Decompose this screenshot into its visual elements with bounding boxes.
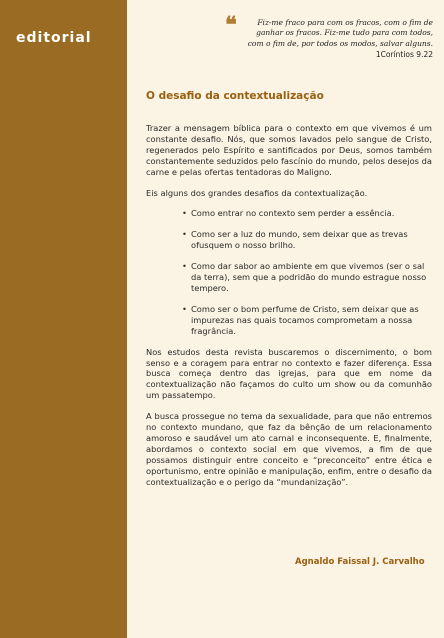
article — [146, 90, 432, 497]
challenges-list — [146, 208, 432, 336]
quote-mark-icon: ❝ — [225, 12, 237, 38]
article-title: O desafio da contextualização — [146, 90, 324, 102]
epigraph-quote: Fiz-me fraco para com os fracos, com o fim de ganhar os fracos. Fiz-me tudo para com todos, com o fim de, por todos os modos, salvar alguns. — [247, 18, 433, 48]
paragraph: Nos estudos desta revista buscaremos o discernimento, o bom senso e a coragem para entrar no contexto e fazer diferença. Essa busca começa dentro das igrejas, para que em nome da contextualização não façamos do culto um show ou da comunhão um passatempo. — [146, 346, 432, 401]
author-signature: Agnaldo Faissal J. Carvalho — [295, 557, 425, 567]
list-item: • Como entrar no contexto sem perder a essência. — [182, 208, 432, 219]
list-item: • Como dar sabor ao ambiente em que vivemos (ser o sal da terra), sem que a podridão do mundo estrague nosso tempero. — [182, 261, 432, 294]
list-item: • Como ser o bom perfume de Cristo, sem deixar que as impurezas nas quais tocamos comprometam a nossa fragrância. — [182, 304, 432, 337]
paragraph: Eis alguns dos grandes desafios da contextualização. — [146, 187, 368, 198]
paragraph: A busca prossegue no tema da sexualidade, para que não entremos no contexto mundano, que faz da bênção de um relacionamento amoroso e saudável um ato carnal e inconsequente. E, finalmente, abordamos o contexto social em que vivemos, a fim de que possamos distinguir entre conceito e “preconceito” entre ética e oportunismo, entre opinião e manipulação, enfim, entre o desafio da contextualização e o perigo da “mundanização”. — [146, 411, 432, 487]
list-item: • Como ser a luz do mundo, sem deixar que as trevas ofusquem o nosso brilho. — [182, 229, 432, 251]
sidebar — [0, 0, 127, 638]
section-label: editorial — [16, 30, 92, 46]
epigraph — [225, 12, 433, 59]
epigraph-reference: 1Coríntios 9.22 — [375, 49, 433, 59]
paragraph: Trazer a mensagem bíblica para o contexto em que vivemos é um constante desafio. Nós, que somos lavados pelo sangue de Cristo, regenerados pelo Espírito e santificados por Deus, somos também constantemente seduzidos pelo fascínio do mundo, pelos desejos da carne e pelas ofertas tentadoras do Maligno. — [146, 123, 432, 177]
